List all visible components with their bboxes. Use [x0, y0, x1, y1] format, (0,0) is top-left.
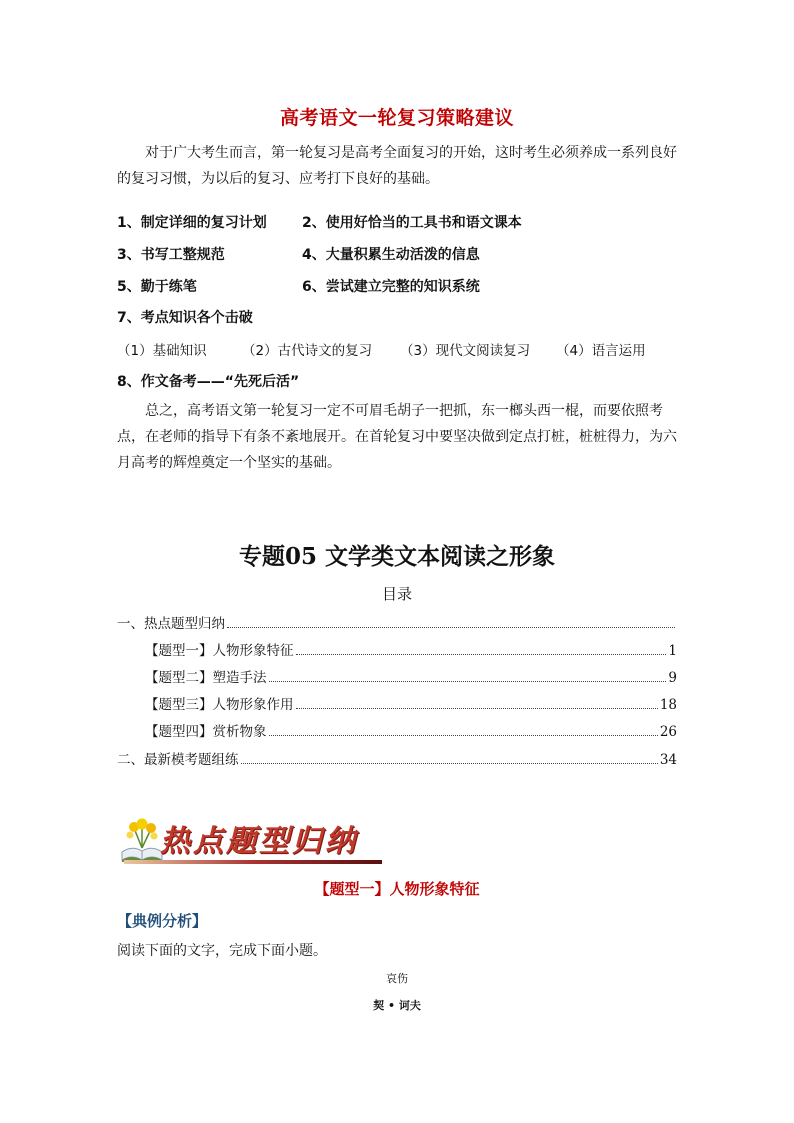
- banner-underline: [124, 860, 382, 864]
- toc-entry[interactable]: [145, 693, 677, 713]
- list-item: 4、大量积累生动活泼的信息: [302, 247, 480, 263]
- list-item: 7、考点知识各个击破: [117, 310, 253, 326]
- toc-leader: [227, 626, 675, 628]
- toc-label: 【题型二】塑造手法: [145, 670, 267, 686]
- list-item: 8、作文备考——“先死后活”: [117, 374, 300, 390]
- toc-label: 【题型一】人物形象特征: [145, 643, 294, 659]
- section-heading: 【题型一】人物形象特征: [314, 880, 480, 898]
- toc-label: 一、热点题型归纳: [117, 616, 225, 632]
- instruction-text: 阅读下面的文字，完成下面小题。: [117, 943, 327, 959]
- toc-page: 18: [659, 697, 677, 713]
- list-item: 1、制定详细的复习计划: [117, 215, 267, 231]
- toc-page: 26: [659, 724, 677, 740]
- strategy-title: 高考语文一轮复习策略建议: [279, 107, 514, 129]
- toc-page: 1: [668, 643, 677, 659]
- toc-label: 【题型四】赏析物象: [145, 724, 267, 740]
- toc-title: 目录: [381, 585, 412, 603]
- list-item: 2、使用好恰当的工具书和语文课本: [302, 215, 522, 231]
- topic-title: 专题05 文学类文本阅读之形象: [238, 543, 555, 570]
- toc-leader: [296, 707, 658, 709]
- list-item: 6、尝试建立完整的知识系统: [302, 279, 480, 295]
- toc-entry[interactable]: [145, 639, 677, 659]
- toc-label: 【题型三】人物形象作用: [145, 697, 294, 713]
- conclusion-paragraph: 总之，高考语文第一轮复习一定不可眉毛胡子一把抓，东一榔头西一棍，而要依照考点，在老师的指导下有条不紊地展开。在首轮复习中要坚决做到定点打桩，桩桩得力，为六月高考的辉煌奠定一个坚实的基础。: [117, 403, 677, 471]
- story-author: 契 • 诃夫: [373, 999, 421, 1012]
- toc-leader: [241, 762, 658, 764]
- toc-leader: [269, 734, 658, 736]
- story-title: 哀伤: [386, 972, 408, 985]
- toc-leader: [269, 680, 667, 682]
- toc-entry[interactable]: [117, 612, 677, 632]
- sub-item: （1）基础知识: [117, 343, 207, 359]
- toc-entry[interactable]: [145, 666, 677, 686]
- toc-label: 二、最新模考题组练: [117, 752, 239, 768]
- list-item: 5、勤于练笔: [117, 279, 197, 295]
- toc-leader: [296, 653, 667, 655]
- banner-title: 热点题型归纳: [160, 824, 358, 859]
- sub-item: （3）现代文阅读复习: [400, 343, 531, 359]
- intro-paragraph: 对于广大考生而言，第一轮复习是高考全面复习的开始，这时考生必须养成一系列良好的复习习惯，为以后的复习、应考打下良好的基础。: [117, 145, 677, 187]
- open-book-flowers-icon: [120, 818, 164, 864]
- sub-item: （2）古代诗文的复习: [242, 343, 373, 359]
- toc-page: 9: [668, 670, 677, 686]
- analysis-heading: 【典例分析】: [117, 912, 208, 930]
- toc-page: 34: [659, 752, 677, 768]
- toc-entry[interactable]: [145, 720, 677, 740]
- sub-item: （4）语言运用: [556, 343, 646, 359]
- list-item: 3、书写工整规范: [117, 247, 225, 263]
- toc-entry[interactable]: [117, 748, 677, 768]
